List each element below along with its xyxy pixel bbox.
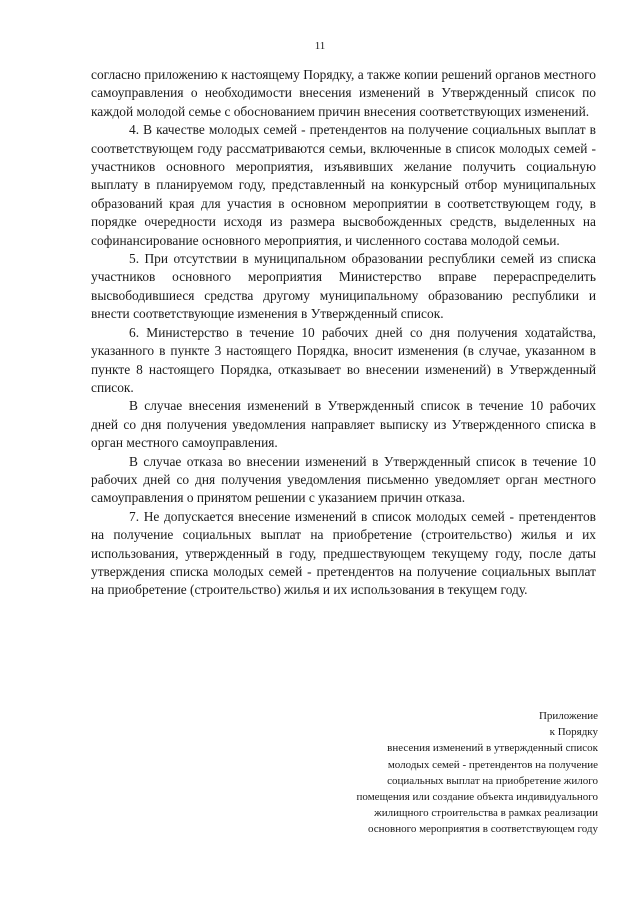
appendix-line: внесения изменений в утвержденный список (387, 742, 598, 755)
paragraph-item-6: 6. Министерство в течение 10 рабочих дней со дня получения ходатайства, указанного в пункте 3 настоящего Порядка, вносит изменения (в случае, указанном в пункте 8 настоящего Порядка, отказывает во внесении изменений) в Утвержденный список. (91, 324, 596, 395)
paragraph-case-refusal: В случае отказа во внесении изменений в Утвержденный список в течение 10 рабочих дней со дня получения уведомления письменно уведомляет орган местного самоуправления о принятом решении с указанием причин отказа. (91, 453, 596, 506)
paragraph-item-4: 4. В качестве молодых семей - претендентов на получение социальных выплат в соответствующем году рассматриваются семьи, включенные в список молодых семей - участников основного мероприятия, изъявивших желание получить социальную выплату в планируемом году, представленный на конкурсный отбор муниципальных образований края для участия в основном мероприятии в соответствующем году, в порядке очередности исходя из размера высвобожденных средств, выделенных на софинансирование основного мероприятия, и численного состава молодой семьи. (91, 122, 596, 248)
paragraph-case-approval: В случае внесения изменений в Утвержденный список в течение 10 рабочих дней со дня получения уведомления направляет выписку из Утвержденного списка в орган местного самоуправления. (91, 398, 596, 451)
page-number: 11 (314, 40, 326, 52)
appendix-line: к Порядку (549, 726, 598, 739)
appendix-line: молодых семей - претендентов на получение (387, 758, 598, 771)
paragraph-item-5: 5. При отсутствии в муниципальном образовании республики семей из списка участников основного мероприятия Министерство вправе перераспределить высвободившиеся средства другому муниципальному образованию республики и внести соответствующие изменения в Утвержденный список. (91, 251, 596, 322)
appendix-line: помещения или создание объекта индивидуального (356, 791, 598, 804)
paragraph-item-7: 7. Не допускается внесение изменений в список молодых семей - претендентов на получение социальных выплат на приобретение (строительство) жилья и их использования, утвержденный в году, предшествующем текущему году, после даты утверждения списка молодых семей - претендентов на получение социальных выплат на приобретение (строительство) жилья и их использования в текущем году. (91, 508, 596, 598)
appendix-line: основного мероприятия в соответствующем году (367, 823, 598, 836)
paragraph-continuation: согласно приложению к настоящему Порядку, а также копии решений органов местного самоуправления о необходимости внесения изменений в Утвержденный список по каждой молодой семье с обоснованием причин внесения соответствующих изменений. (91, 67, 596, 119)
appendix-line: социальных выплат на приобретение жилого (387, 774, 598, 787)
appendix-heading (278, 708, 598, 838)
appendix-line: жилищного строительства в рамках реализации (374, 807, 598, 820)
document-body (91, 66, 596, 600)
appendix-line: Приложение (538, 710, 598, 722)
